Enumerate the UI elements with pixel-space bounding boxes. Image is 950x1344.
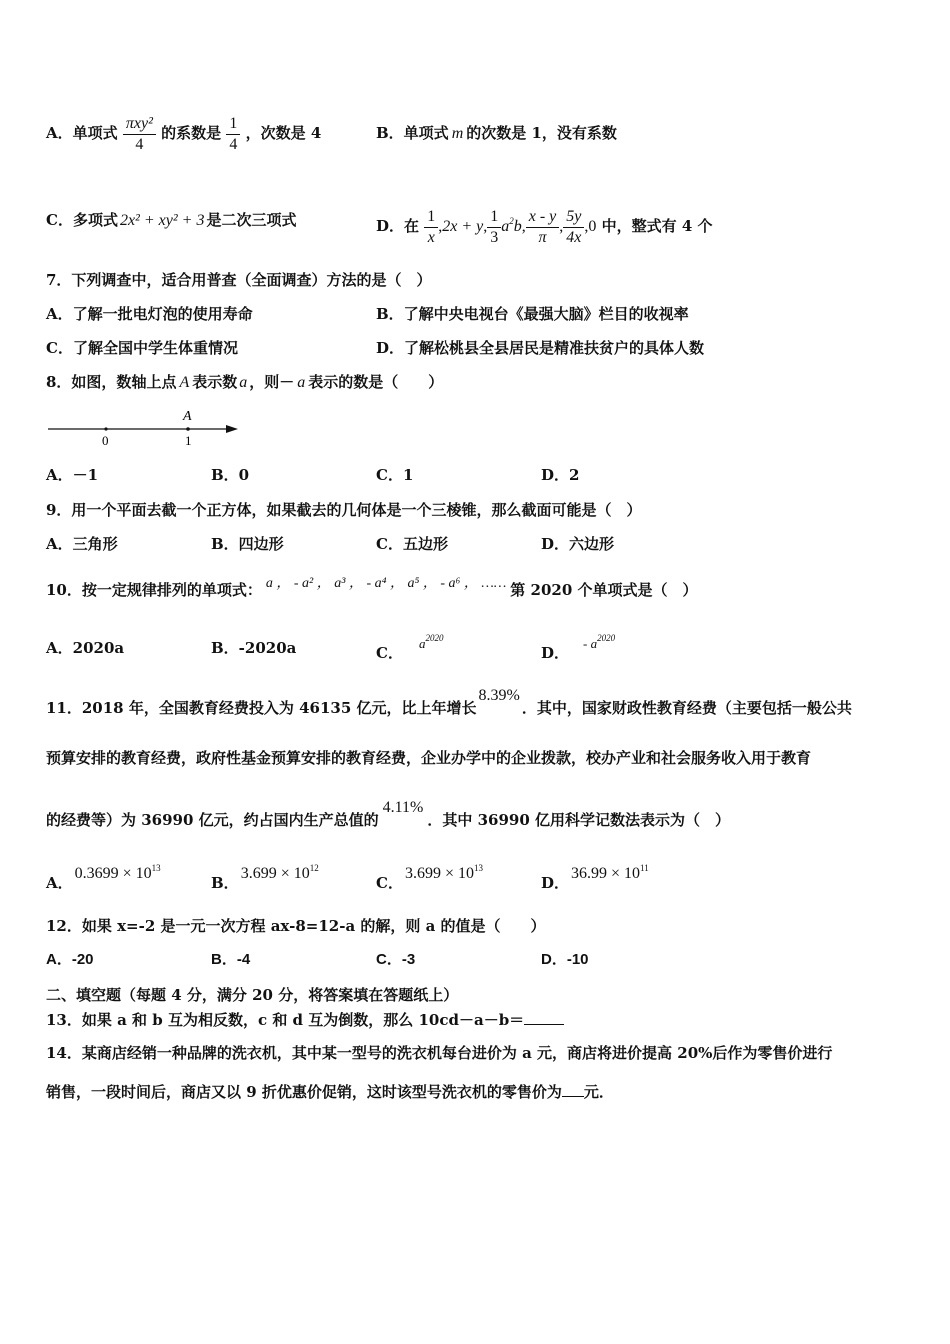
q14-line2-a: 销售，一段时间后，商店又以 9 折优惠价促销，这时该型号洗衣机的零售价为 xyxy=(46,1083,562,1101)
tick-label-0: 0 xyxy=(102,433,109,448)
q10-option-a: A．2020a xyxy=(46,639,125,657)
number-line-figure xyxy=(46,404,246,450)
q6-option-b xyxy=(376,108,617,158)
q12-option-d: D．-10 xyxy=(541,951,589,968)
q6-option-b-tail: 的次数是 1，没有系数 xyxy=(466,124,617,142)
q12-option-b: B．-4 xyxy=(211,951,251,968)
q11-option-b-value: $3.699 \times 10^{12}$ xyxy=(240,863,319,882)
q6-option-c-tail: 是二次三项式 xyxy=(206,211,297,229)
q9-stem: 9．用一个平面去截一个正方体，如果截去的几何体是一个三棱锥，那么截面可能是（ ） xyxy=(46,501,642,519)
point-a-label: A xyxy=(183,409,192,424)
q10-option-d-expr: - $a^{2020}$ xyxy=(583,633,616,651)
q11-option-c-value: $3.699 \times 10^{13}$ xyxy=(404,863,483,882)
q8-option-a: A．－1 xyxy=(46,466,99,484)
q6-option-d-tail: 中，整式有 4 个 xyxy=(601,217,713,235)
q11-line1-b: ．其中，国家财政性教育经费（主要包括一般公共 xyxy=(521,699,852,717)
q8-stem-mid2: ，则－ xyxy=(249,373,295,391)
q6-option-c-expr: 2x² + xy² + 3 xyxy=(119,212,205,229)
q7-option-a: A．了解一批电灯泡的使用寿命 xyxy=(46,305,253,323)
section-2-heading: 二、填空题（每题 4 分，满分 20 分，将答案填在答题纸上） xyxy=(46,986,459,1004)
tick-dot-0 xyxy=(104,427,107,430)
q10-stem xyxy=(46,576,698,602)
q11-option-d xyxy=(541,863,649,894)
q11-line3-b: ．其中 36990 亿用科学记数法表示为（ ） xyxy=(427,811,731,829)
q9-option-a: A．三角形 xyxy=(46,535,118,553)
q11-percent-1: 8.39% xyxy=(478,687,520,704)
q11-option-a xyxy=(46,863,161,894)
q11-option-d-value: $36.99 \times 10^{11}$ xyxy=(571,863,649,882)
q10-option-c-label: C． xyxy=(376,644,403,662)
q11-line2: 预算安排的教育经费，政府性基金预算安排的教育经费，企业办学中的企业拨款，校办产业和社会服务收入用于教育 xyxy=(46,749,812,767)
q10-option-c-expr: $a^{2020}$ xyxy=(418,633,444,651)
q11-line3-a: 的经费等）为 36990 亿元，约占国内生产总值的 xyxy=(46,811,379,829)
q10-option-d-label: D． xyxy=(541,644,570,662)
q13-stem-text: 13．如果 a 和 b 互为相反数，c 和 d 互为倒数，那么 10cd－a－b＝ xyxy=(46,1011,525,1029)
q12-option-a: A．-20 xyxy=(46,951,94,968)
q11-line3 xyxy=(46,799,731,831)
q9-option-c: C．五边形 xyxy=(376,535,448,553)
q8-stem-prefix: 8．如图，数轴上点 xyxy=(46,373,177,391)
q6-option-b-var: m xyxy=(451,125,464,142)
q11-option-b-label: B． xyxy=(211,874,239,892)
q14-line2-b: 元． xyxy=(583,1083,614,1101)
q6-option-a xyxy=(46,108,321,158)
q10-stem-prefix: 10．按一定规律排列的单项式： xyxy=(46,581,262,599)
q6-d-frac2: $\frac{1}{3}$ xyxy=(487,207,501,248)
q10-option-d xyxy=(541,633,616,664)
q6-option-b-label: B．单项式 xyxy=(376,124,449,142)
q10-sequence: a ， - a² ， a³ ， - a⁴ ， a⁵ ， - a⁶ ， …… xyxy=(265,576,507,591)
q8-option-d: D．2 xyxy=(541,466,580,484)
q6-option-c-label: C．多项式 xyxy=(46,211,118,229)
q12-option-c: C．-3 xyxy=(376,951,416,968)
q11-option-b xyxy=(211,863,319,894)
q9-option-b: B．四边形 xyxy=(211,535,284,553)
q11-line1-a: 11．2018 年，全国教育经费投入为 46135 亿元，比上年增长 xyxy=(46,699,477,717)
q14-answer-blank[interactable] xyxy=(562,1096,584,1097)
q8-option-b: B．0 xyxy=(211,466,250,484)
q14-line1: 14．某商店经销一种品牌的洗衣机，其中某一型号的洗衣机每台进价为 a 元，商店将进价提高 20%后作为零售价进行 xyxy=(46,1044,833,1062)
q11-option-c xyxy=(376,863,483,894)
q13-stem xyxy=(46,1010,564,1030)
q11-line1 xyxy=(46,687,852,719)
q7-stem: 7．下列调查中，适合用普查（全面调查）方法的是（ ） xyxy=(46,271,432,289)
q6-d-frac4: $\frac{5y}{4x}$ xyxy=(563,207,584,248)
q6-option-a-label: A．单项式 xyxy=(46,124,118,142)
q6-option-c xyxy=(46,210,296,231)
q6-option-a-mid: 的系数是 xyxy=(161,124,222,142)
q14-line2 xyxy=(46,1082,614,1102)
q8-point: A xyxy=(179,374,190,391)
q12-stem: 12．如果 x=-2 是一元一次方程 ax-8=12-a 的解，则 a 的值是（ ） xyxy=(46,917,546,935)
q13-answer-blank[interactable] xyxy=(524,1024,564,1025)
q6-coef-numerator: 1 xyxy=(226,114,240,135)
q8-var: a xyxy=(239,374,248,391)
q6-coef-denominator: 4 xyxy=(229,135,238,153)
q11-option-a-value: $0.3699 \times 10^{13}$ xyxy=(74,863,161,882)
q10-option-b: B．-2020a xyxy=(211,639,297,657)
q10-stem-tail: 第 2020 个单项式是（ ） xyxy=(510,581,698,599)
q6-option-a-tail: ，次数是 4 xyxy=(245,124,322,142)
q10-option-c xyxy=(376,633,444,664)
q8-stem xyxy=(46,372,443,393)
q8-stem-mid: 表示数 xyxy=(192,373,238,391)
q9-option-d: D．六边形 xyxy=(541,535,615,553)
q11-percent-2: 4.11% xyxy=(382,799,424,816)
number-line-arrow xyxy=(226,425,238,433)
q6-fraction-numerator: πxy² xyxy=(123,114,156,135)
q8-var2: a xyxy=(297,374,306,391)
q11-option-c-label: C． xyxy=(376,874,403,892)
point-a-dot xyxy=(186,427,190,431)
q6-option-a-coefficient xyxy=(226,114,240,155)
q11-option-d-label: D． xyxy=(541,874,570,892)
q7-option-d: D．了解松桃县全县居民是精准扶贫户的具体人数 xyxy=(376,339,705,357)
q6-option-d-label: D．在 xyxy=(376,217,420,235)
q11-option-a-label: A． xyxy=(46,874,73,892)
tick-label-1: 1 xyxy=(185,433,192,448)
q8-stem-tail: 表示的数是（ ） xyxy=(308,373,444,391)
q6-d-frac1: $\frac{1}{x}$ xyxy=(424,207,438,248)
q7-option-b: B．了解中央电视台《最强大脑》栏目的收视率 xyxy=(376,305,689,323)
q6-d-frac3: $\frac{x - y}{\pi}$ xyxy=(526,207,560,248)
q7-option-c: C．了解全国中学生体重情况 xyxy=(46,339,238,357)
q6-option-d: D．在 $\frac{1}{x}$ ,2x + y, $\frac{1}{3}$ $a^2b$, $\frac{x - y}{\pi}$ , $\frac{5y}{4x}$ ,0 中，整式有 4 个 xyxy=(376,207,713,246)
q6-option-a-fraction xyxy=(123,114,156,155)
q8-option-c: C．1 xyxy=(376,466,414,484)
q6-fraction-denominator: 4 xyxy=(135,135,144,153)
